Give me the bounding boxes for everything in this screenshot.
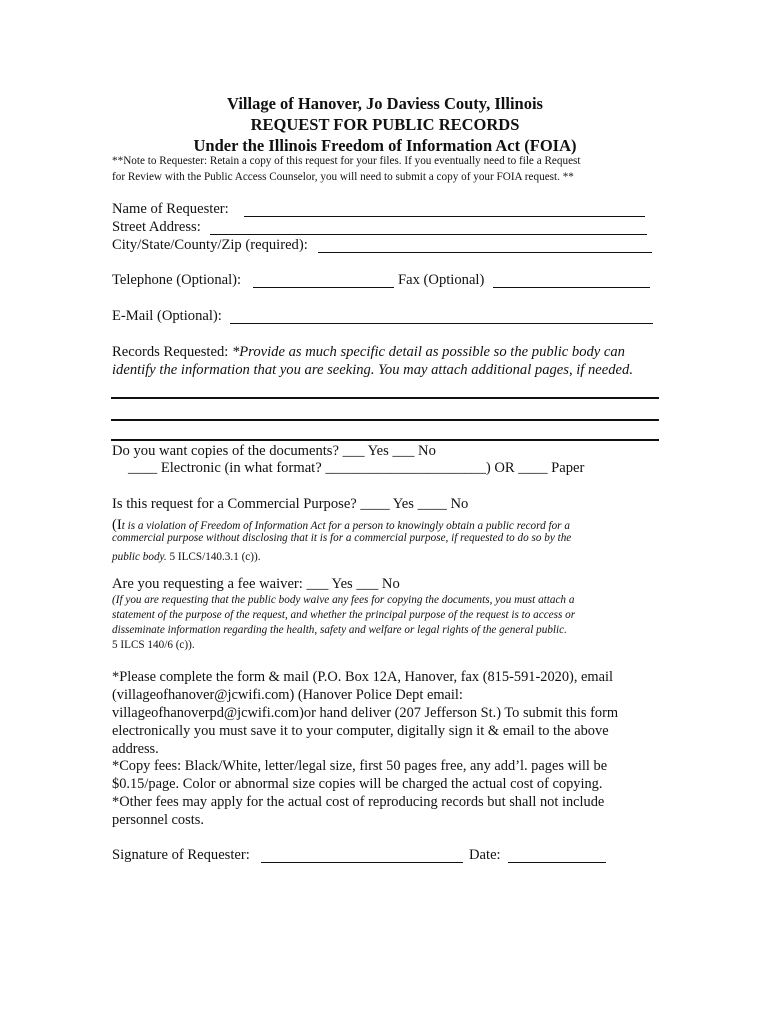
commercial-warning-cite: 5 ILCS/140.3.1 (c)). — [166, 551, 261, 563]
instructions-line-1: *Please complete the form & mail (P.O. Box 12A, Hanover, fax (815-591-2020), email — [112, 669, 613, 685]
signature-label: Signature of Requester: — [112, 847, 250, 863]
date-label: Date: — [469, 847, 501, 863]
instructions-line-5: address. — [112, 741, 159, 757]
street-label: Street Address: — [112, 219, 201, 235]
fee-waiver-cite: 5 ILCS 140/6 (c)). — [112, 639, 195, 651]
instructions-line-3: villageofhanoverpd@jcwifi.com)or hand deliver (207 Jefferson St.) To submit this form — [112, 705, 619, 721]
commercial-warning-line-1: (It is a violation of Freedom of Information Act for a person to knowingly obtain a public record for a — [112, 517, 570, 533]
note-line-2: for Review with the Public Access Counselor, you will need to submit a copy of your FOIA request. ** — [112, 171, 574, 183]
email-label: E-Mail (Optional): — [112, 308, 222, 324]
form-title-village: Village of Hanover, Jo Daviess Couty, Illinois — [227, 94, 543, 113]
records-instruction-2: identify the information that you are seeking. You may attach additional pages, if needed. — [112, 362, 633, 378]
instructions-line-2: (villageofhanover@jcwifi.com) (Hanover Police Dept email: — [112, 687, 463, 703]
city-state-zip-field[interactable] — [318, 252, 652, 253]
records-requested-label: Records Requested: — [112, 344, 232, 360]
telephone-label: Telephone (Optional): — [112, 272, 242, 288]
records-line-2[interactable] — [111, 419, 659, 421]
commercial-purpose-question: Is this request for a Commercial Purpose? ____ Yes ____ No — [112, 496, 469, 512]
commercial-warning-line-2: commercial purpose without disclosing that it is for a commercial purpose, if requested to do so by the — [112, 532, 572, 544]
records-line-1[interactable] — [111, 397, 659, 399]
instructions-line-4: electronically you must save it to your computer, digitally sign it & email to the above — [112, 723, 609, 739]
other-fees-line-1: *Other fees may apply for the actual cost of reproducing records but shall not include — [112, 794, 605, 810]
name-field[interactable] — [244, 216, 645, 217]
date-field[interactable] — [508, 862, 606, 863]
email-field[interactable] — [230, 323, 653, 324]
other-fees-line-2: personnel costs. — [112, 812, 204, 828]
records-line-3[interactable] — [111, 439, 659, 441]
fee-waiver-note-1: (If you are requesting that the public body waive any fees for copying the documents, you must attach a — [112, 594, 575, 606]
records-instruction-1: *Provide as much specific detail as possible so the public body can — [231, 344, 625, 360]
copies-format-options: ____ Electronic (in what format? ______________________) OR ____ Paper — [128, 460, 585, 476]
city-state-zip-label: City/State/County/Zip (required): — [112, 237, 308, 253]
form-title-foia: Under the Illinois Freedom of Information Act (FOIA) — [193, 136, 577, 155]
fax-label: Fax (Optional) — [398, 272, 485, 288]
copy-fees-line-2: $0.15/page. Color or abnormal size copies will be charged the actual cost of copying. — [112, 776, 603, 792]
name-label: Name of Requester: — [112, 201, 229, 217]
commercial-warning-line-3 — [112, 547, 261, 565]
fee-waiver-question: Are you requesting a fee waiver: ___ Yes ___ No — [112, 576, 400, 592]
fee-waiver-note-3: disseminate information regarding the health, safety and welfare or legal rights of the general public. — [112, 624, 567, 636]
note-line-1: **Note to Requester: Retain a copy of this request for your files. If you eventually need to file a Request — [112, 155, 581, 167]
copy-fees-line-1: *Copy fees: Black/White, letter/legal size, first 50 pages free, any add’l. pages will be — [112, 758, 608, 774]
commercial-warning-text-1: t is a violation of Freedom of Information Act for a person to knowingly obtain a public record for a — [121, 520, 570, 532]
copies-question: Do you want copies of the documents? ___ Yes ___ No — [112, 443, 436, 459]
telephone-field[interactable] — [253, 287, 394, 288]
street-address-field[interactable] — [210, 234, 647, 235]
signature-field[interactable] — [261, 862, 463, 863]
commercial-warning-text-3: public body. — [112, 551, 167, 563]
form-title-request: REQUEST FOR PUBLIC RECORDS — [250, 115, 520, 134]
fax-field[interactable] — [493, 287, 650, 288]
fee-waiver-note-2: statement of the purpose of the request, and whether the principal purpose of the request is to access or — [112, 609, 576, 621]
records-requested-line-1 — [112, 344, 625, 361]
